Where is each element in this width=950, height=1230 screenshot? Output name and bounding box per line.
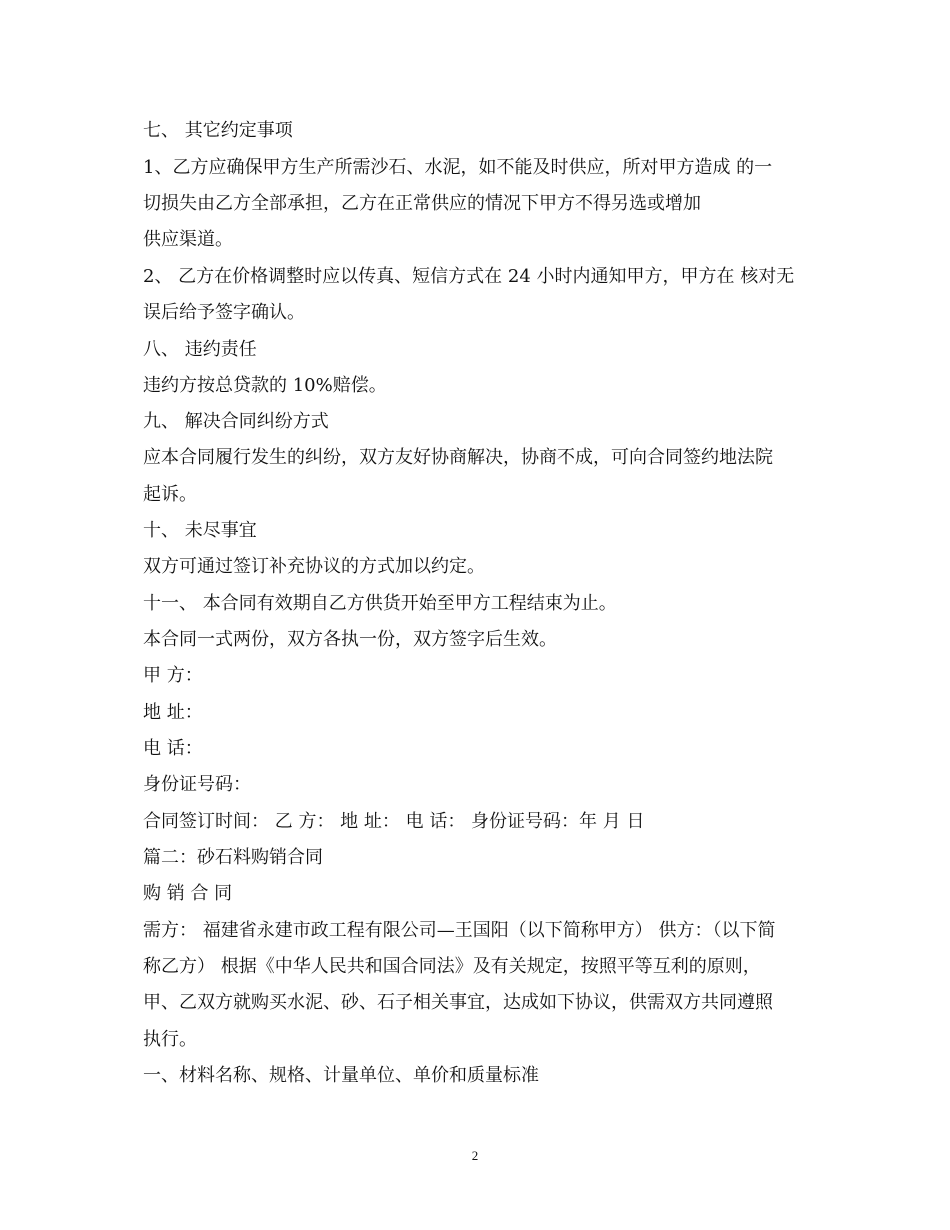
- paragraph-line: 违约方按总贷款的 10%赔偿。: [143, 375, 387, 396]
- paragraph-line: 需方： 福建省永建市政工程有限公司—王国阳（以下简称甲方） 供方：（以下简: [143, 920, 776, 941]
- section-heading-validity: 十一、 本合同有效期自乙方供货开始至甲方工程结束为止。: [143, 593, 617, 614]
- section-heading-materials: 一、材料名称、规格、计量单位、单价和质量标准: [143, 1065, 539, 1086]
- section-heading-other-terms: 七、 其它约定事项: [143, 120, 293, 141]
- signature-field-id-number: 身份证号码：: [143, 774, 251, 795]
- paragraph-line: 甲、乙双方就购买水泥、砂、石子相关事宜，达成如下协议，供需双方共同遵照: [143, 992, 773, 1013]
- section-heading-dispute: 九、 解决合同纠纷方式: [143, 411, 329, 432]
- page-number: 2: [471, 1148, 479, 1163]
- paragraph-line: 双方可通过签订补充协议的方式加以约定。: [143, 556, 485, 577]
- paragraph-line: 应本合同履行发生的纠纷，双方友好协商解决，协商不成，可向合同签约地法院: [143, 447, 773, 468]
- signature-field-phone: 电 话：: [143, 738, 203, 759]
- signature-field-party-a: 甲 方：: [143, 665, 203, 686]
- paragraph-line: 切损失由乙方全部承担，乙方在正常供应的情况下甲方不得另选或增加: [143, 193, 701, 214]
- paragraph-line: 误后给予签字确认。: [143, 302, 305, 323]
- signature-field-party-b-line: 合同签订时间： 乙 方： 地 址： 电 话： 身份证号码：年 月 日: [143, 811, 645, 832]
- paragraph-line: 起诉。: [143, 484, 197, 505]
- signature-field-address: 地 址：: [143, 702, 203, 723]
- paragraph-line: 供应渠道。: [143, 229, 233, 250]
- paragraph-line: 本合同一式两份，双方各执一份，双方签字后生效。: [143, 629, 557, 650]
- document-subtitle: 篇二：砂石料购销合同: [143, 847, 323, 868]
- paragraph-line: 执行。: [143, 1029, 197, 1050]
- paragraph-line: 2、 乙方在价格调整时应以传真、短信方式在 24 小时内通知甲方，甲方在 核对无: [143, 266, 795, 287]
- section-heading-misc: 十、 未尽事宜: [143, 520, 257, 541]
- contract-title: 购 销 合 同: [143, 883, 233, 904]
- section-heading-breach: 八、 违约责任: [143, 339, 257, 360]
- paragraph-line: 称乙方） 根据《中华人民共和国合同法》及有关规定，按照平等互利的原则，: [143, 956, 761, 977]
- paragraph-line: 1、乙方应确保甲方生产所需沙石、水泥，如不能及时供应，所对甲方造成 的一: [143, 157, 773, 178]
